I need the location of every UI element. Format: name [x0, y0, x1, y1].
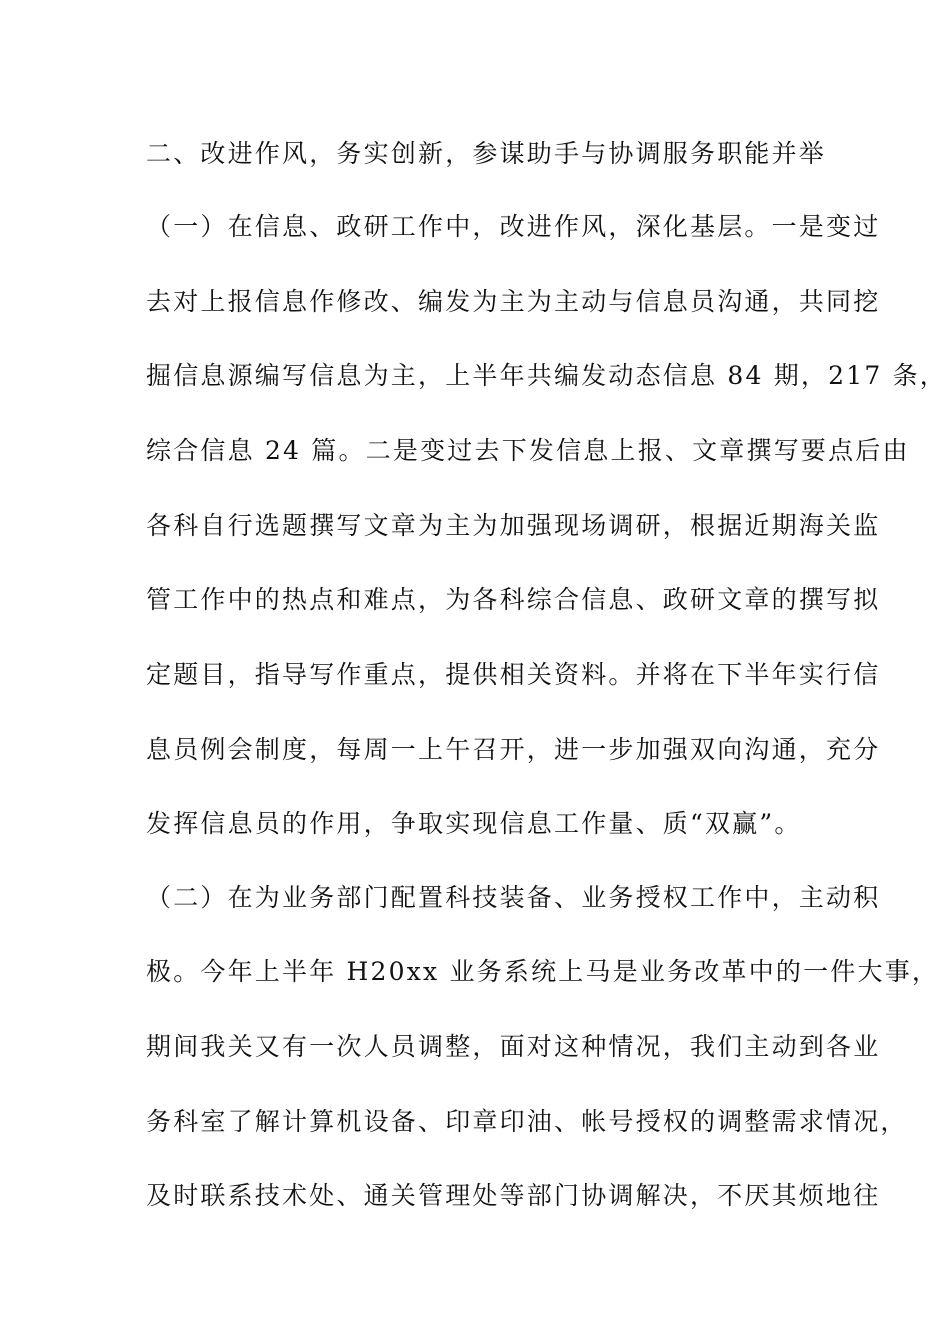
text-line: 极。今年上半年 H20xx 业务系统上马是业务改革中的一件大事， — [146, 957, 940, 986]
text-line: （二）在为业务部门配置科技装备、业务授权工作中，主动积 — [146, 883, 881, 912]
text-line: 定题目，指导写作重点，提供相关资料。并将在下半年实行信 — [146, 660, 881, 689]
text-line: 及时联系技术处、通关管理处等部门协调解决，不厌其烦地往 — [146, 1181, 881, 1210]
text-line: 发挥信息员的作用，争取实现信息工作量、质“双赢”。 — [146, 809, 802, 838]
text-line: 各科自行选题撰写文章为主为加强现场调研，根据近期海关监 — [146, 511, 881, 540]
text-line: 息员例会制度，每周一上午召开，进一步加强双向沟通，充分 — [146, 735, 881, 764]
text-line: 务科室了解计算机设备、印章印油、帐号授权的调整需求情况， — [146, 1107, 908, 1136]
text-line: 综合信息 24 篇。二是变过去下发信息上报、文章撰写要点后由 — [146, 436, 910, 465]
text-line: 去对上报信息作修改、编发为主为主动与信息员沟通，共同挖 — [146, 287, 881, 316]
text-line: 期间我关又有一次人员调整，面对这种情况，我们主动到各业 — [146, 1032, 881, 1061]
text-line: （一）在信息、政研工作中，改进作风，深化基层。一是变过 — [146, 212, 881, 241]
text-line: 管工作中的热点和难点，为各科综合信息、政研文章的撰写拟 — [146, 585, 881, 614]
section-heading: 二、改进作风，务实创新，参谋助手与协调服务职能并举 — [146, 139, 827, 168]
text-line: 掘信息源编写信息为主，上半年共编发动态信息 84 期，217 条， — [146, 361, 947, 390]
